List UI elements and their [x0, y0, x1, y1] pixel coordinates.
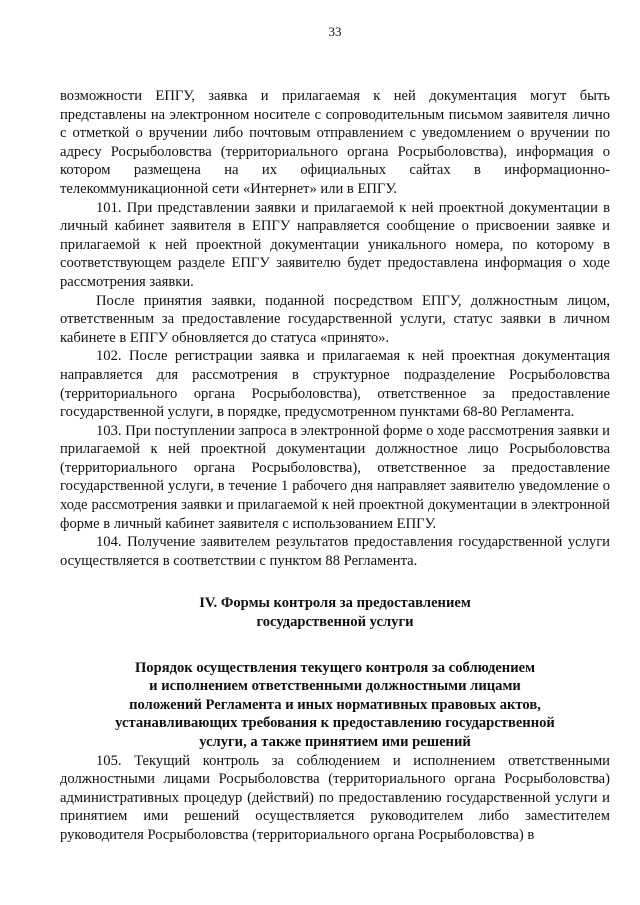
paragraph-103: 103. При поступлении запроса в электронной форме о ходе рассмотрения заявки и прилагаемой к ней проектной документации должностное лицо Росрыболовства (территориального органа Росрыболовства), ответственное за предоставление государственной услуги, в течение 1 рабочего дня направляет заявителю уведомление о ходе рассмотрения заявки и прилагаемой к ней проектной документации в электронной форме в личный кабинет заявителя с использованием ЕПГУ.	[60, 422, 610, 532]
section-heading-line: государственной услуги	[256, 614, 414, 631]
section-heading	[60, 594, 610, 631]
paragraph-102: 102. После регистрации заявка и прилагаемая к ней проектная документация направляется для рассмотрения в структурное подразделение Росрыболовства (территориального органа Росрыболовства), ответственное за предоставление государственной услуги, в порядке, предусмотренном пунктами 68-80 Регламента.	[60, 348, 610, 421]
subsection-heading-line: положений Регламента и иных нормативных правовых актов,	[129, 696, 541, 713]
paragraph-105: 105. Текущий контроль за соблюдением и исполнением ответственными должностными лицами Росрыболовства (территориального органа Росрыболовства) административных процедур (действий) по предоставлению государственной услуги и принятием ими решений осуществляется руководителем либо заместителем руководителя Росрыболовства (территориального органа Росрыболовства) в	[60, 752, 610, 843]
paragraph-101-status: После принятия заявки, поданной посредством ЕПГУ, должностным лицом, ответственным за предоставление государственной услуги, статус заявки в личном кабинете в ЕПГУ обновляется до статуса «принято».	[60, 292, 610, 346]
section-heading-line: IV. Формы контроля за предоставлением	[199, 595, 471, 612]
paragraph-104: 104. Получение заявителем результатов предоставления государственной услуги осуществляется в соответствии с пунктом 88 Регламента.	[60, 534, 610, 569]
paragraph-continuation: возможности ЕПГУ, заявка и прилагаемая к ней документация могут быть представлены на электронном носителе с сопроводительным письмом заявителя лично с отметкой о вручении либо почтовым отправлением с уведомлением о вручении по адресу Росрыболовства (территориального органа Росрыболовства), информация о котором размещена на их официальных сайтах в информационно-телекоммуникационной сети «Интернет» или в ЕПГУ.	[60, 88, 610, 197]
subsection-heading	[60, 659, 610, 752]
page-number: 33	[328, 24, 342, 39]
subsection-heading-line: услуги, а также принятием ими решений	[199, 734, 471, 750]
subsection-heading-line: Порядок осуществления текущего контроля за соблюдением	[134, 659, 536, 676]
subsection-heading-line: и исполнением ответственными должностными лицами	[149, 678, 521, 695]
subsection-heading-line: устанавливающих требования к предоставлению государственной	[115, 715, 555, 732]
paragraph-101: 101. При представлении заявки и прилагаемой к ней проектной документации в личный кабинет заявителя в ЕПГУ направляется сообщение о присвоении заявке и прилагаемой к ней проектной документации уникального номера, по которому в соответствующем разделе ЕПГУ заявителю будет предоставлена информация о ходе рассмотрения заявки.	[60, 199, 610, 290]
